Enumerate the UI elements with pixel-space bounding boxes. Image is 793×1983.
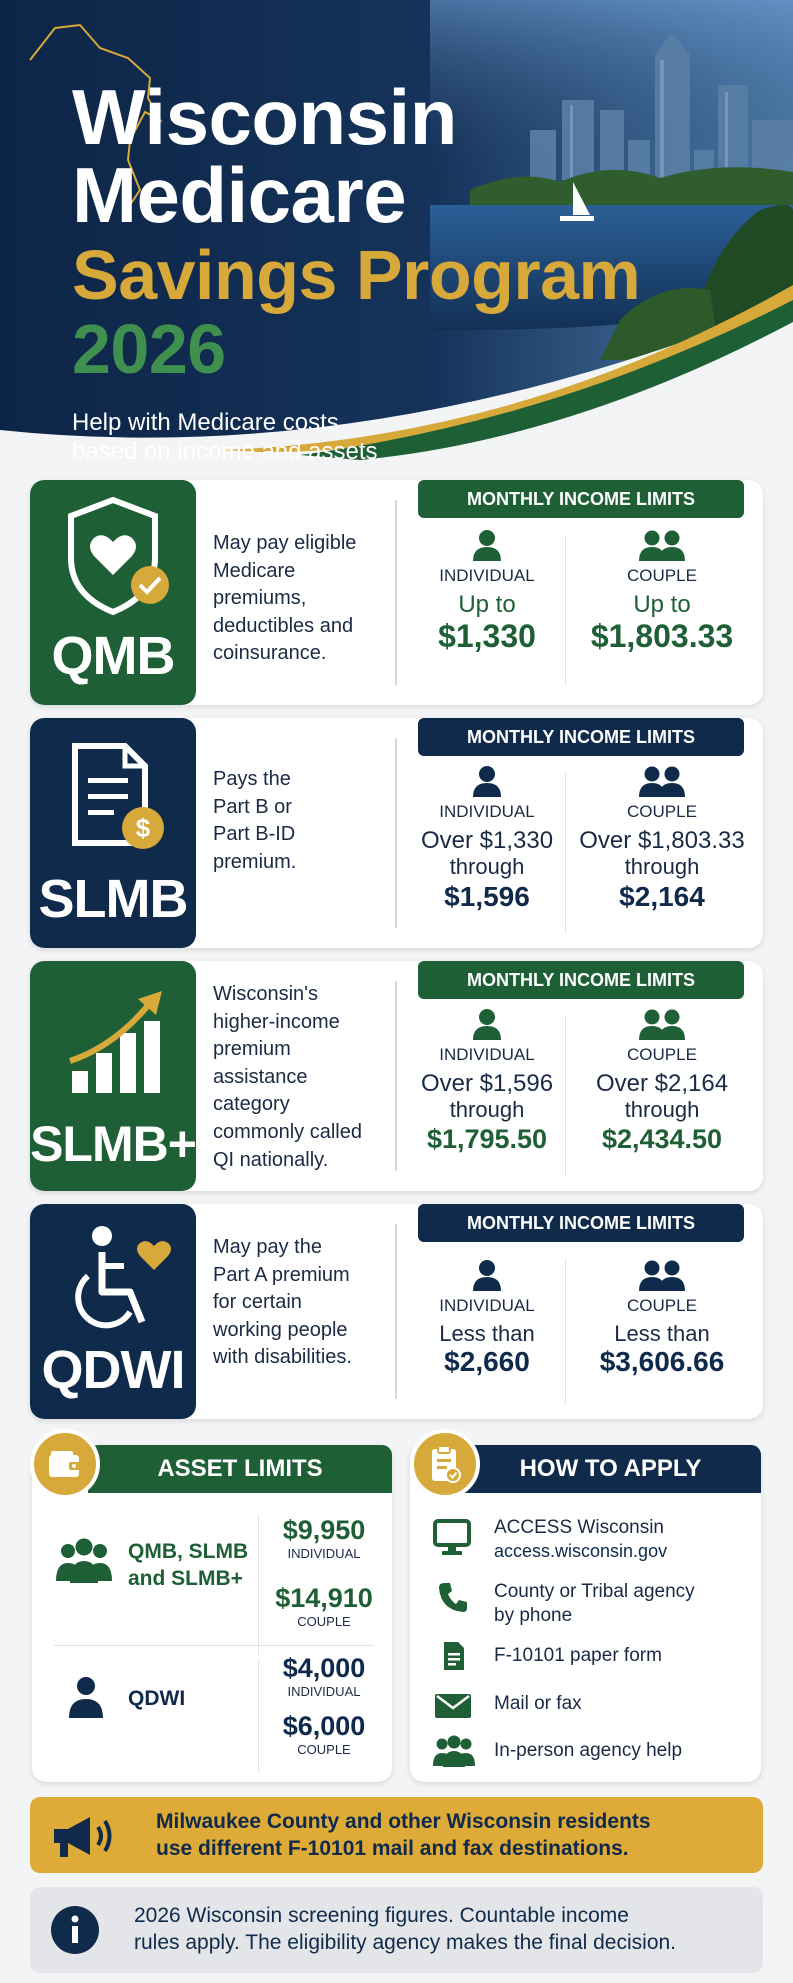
asset-amount: $14,910 — [275, 1583, 373, 1613]
limits-header: MONTHLY INCOME LIMITS — [418, 480, 744, 518]
asset-limits-header: ASSET LIMITS — [88, 1445, 392, 1493]
program-description — [213, 981, 393, 1174]
limit-value: $1,596 — [444, 880, 530, 912]
description-line: deductibles and — [213, 614, 354, 637]
couple-label: COUPLE — [627, 566, 697, 585]
limit-value: $3,606.66 — [599, 1346, 725, 1378]
divider — [395, 1224, 397, 1399]
limit-prefix: Over $1,330 — [420, 827, 554, 854]
asset-amount: $4,000 — [282, 1653, 366, 1683]
description-line: premium. — [213, 850, 297, 873]
couple-icon — [636, 764, 688, 798]
couple-icon — [636, 528, 688, 562]
limit-prefix: Over $1,803.33 — [579, 827, 745, 854]
divider — [395, 981, 397, 1171]
description-line: Part B-ID — [213, 823, 296, 846]
apply-option-in-person: In-person agency help — [494, 1740, 683, 1761]
program-name: SLMB+ — [30, 1116, 196, 1172]
program-card-qmb — [30, 480, 763, 705]
subtitle-line: Help with Medicare costs — [72, 409, 339, 436]
description-line: Part A premium — [213, 1263, 350, 1286]
limit-prefix: Up to — [458, 591, 516, 618]
limit-value: $2,660 — [444, 1346, 530, 1378]
hero-title-block — [72, 73, 641, 467]
asset-amount-label: INDIVIDUAL — [287, 1546, 361, 1561]
limit-through: through — [449, 854, 525, 880]
limits-header: MONTHLY INCOME LIMITS — [418, 961, 744, 999]
disclaimer-banner — [30, 1887, 763, 1973]
description-line: Medicare premiums, — [213, 559, 307, 610]
title-year: 2026 — [72, 310, 226, 388]
paper-form-icon — [442, 1640, 466, 1672]
apply-option-link[interactable]: access.wisconsin.gov — [494, 1541, 668, 1562]
hero-subtitle — [72, 408, 640, 467]
megaphone-icon — [48, 1811, 124, 1861]
info-icon — [50, 1905, 100, 1955]
title-line-gold: Savings Program — [72, 236, 641, 314]
apply-option-phone — [494, 1580, 695, 1629]
asset-group-label: QDWI — [128, 1687, 186, 1710]
program-card-slmb — [30, 718, 763, 948]
how-to-apply-header: HOW TO APPLY — [460, 1445, 761, 1493]
disclaimer-line: rules apply. The eligibility agency makes the final decision. — [134, 1931, 677, 1955]
asset-amount-label: INDIVIDUAL — [287, 1684, 361, 1699]
disclaimer-line: 2026 Wisconsin screening figures. Countable income — [134, 1904, 629, 1927]
notice-line: use different F-10101 mail and fax destinations. — [156, 1837, 629, 1861]
hero-banner — [0, 0, 793, 470]
asset-group-label — [128, 1538, 248, 1593]
limit-value: $2,164 — [619, 880, 705, 912]
group-icon — [54, 1537, 114, 1585]
limit-prefix: Over $2,164 — [595, 1070, 729, 1097]
program-name: QMB — [51, 626, 175, 686]
asset-group-line: QMB, SLMB — [128, 1540, 249, 1563]
apply-option-online — [494, 1516, 667, 1563]
svg-text:$: $ — [135, 813, 151, 843]
limit-value: $2,434.50 — [601, 1123, 723, 1154]
subtitle-line: based on income and assets — [72, 438, 378, 466]
individual-label: INDIVIDUAL — [439, 566, 535, 585]
limit-value: $1,330 — [438, 618, 536, 655]
disclaimer-text — [134, 1902, 676, 1957]
limit-value: $1,803.33 — [590, 618, 734, 655]
individual-limit — [402, 1007, 572, 1155]
couple-limit — [577, 1258, 747, 1378]
description-line: Pays the — [213, 768, 291, 790]
description-line: commonly called — [213, 1120, 362, 1143]
phone-icon — [436, 1580, 470, 1614]
program-card-slmb-plus — [30, 961, 763, 1191]
title-line: Medicare — [72, 151, 407, 239]
limit-prefix: Less than — [614, 1321, 710, 1346]
shield-heart-check-icon — [30, 480, 196, 630]
program-badge — [30, 718, 196, 948]
program-name: SLMB — [38, 869, 188, 929]
person-icon — [470, 1258, 504, 1292]
couple-icon — [636, 1258, 688, 1292]
divider — [258, 1660, 259, 1772]
program-badge — [30, 1204, 196, 1419]
couple-limit — [577, 528, 747, 655]
divider — [54, 1645, 374, 1646]
individual-limit — [402, 1258, 572, 1378]
apply-option-line: County or Tribal agency — [494, 1581, 695, 1602]
individual-label: INDIVIDUAL — [439, 1045, 535, 1064]
asset-value-individual — [272, 1653, 376, 1699]
description-line: coinsurance. — [213, 642, 327, 665]
wallet-icon — [30, 1429, 100, 1499]
divider — [395, 500, 397, 685]
apply-option-mail: Mail or fax — [494, 1693, 582, 1714]
individual-limit — [402, 764, 572, 913]
description-line: May pay eligible — [213, 532, 357, 554]
description-line: QI nationally. — [213, 1148, 329, 1171]
program-badge — [30, 480, 196, 705]
rising-bars-icon — [30, 961, 196, 1111]
limit-prefix: Less than — [439, 1321, 535, 1346]
description-line: higher-income — [213, 1010, 340, 1033]
limit-through: through — [624, 854, 700, 880]
person-icon — [470, 528, 504, 562]
program-description — [213, 530, 393, 668]
description-line: premium — [213, 1038, 291, 1061]
person-icon — [470, 1007, 504, 1041]
individual-label: INDIVIDUAL — [439, 802, 535, 821]
notice-line: Milwaukee County and other Wisconsin residents — [156, 1810, 651, 1833]
limit-through: through — [449, 1097, 525, 1123]
computer-monitor-icon — [432, 1517, 472, 1557]
limit-prefix: Over $1,596 — [420, 1070, 554, 1097]
title-line: Wisconsin — [72, 73, 457, 161]
couple-label: COUPLE — [627, 802, 697, 821]
individual-limit — [402, 528, 572, 655]
notice-banner — [30, 1797, 763, 1873]
group-icon — [432, 1734, 476, 1768]
couple-label: COUPLE — [627, 1296, 697, 1315]
limit-through: through — [624, 1097, 700, 1123]
apply-option-line: by phone — [494, 1605, 573, 1627]
limits-header: MONTHLY INCOME LIMITS — [418, 718, 744, 756]
description-line: category — [213, 1093, 290, 1116]
couple-label: COUPLE — [627, 1045, 697, 1064]
person-icon — [64, 1675, 108, 1719]
couple-limit — [577, 1007, 747, 1155]
asset-value-couple — [272, 1711, 376, 1757]
description-line: with disabilities. — [213, 1346, 352, 1369]
asset-group-line: and SLMB+ — [128, 1567, 243, 1591]
asset-amount: $6,000 — [282, 1711, 366, 1741]
description-line: for certain — [213, 1291, 302, 1314]
apply-option-title: ACCESS Wisconsin — [494, 1517, 664, 1538]
limit-prefix: Up to — [633, 591, 691, 618]
description-line: working people — [213, 1318, 348, 1341]
program-description — [213, 766, 393, 876]
notice-text — [156, 1808, 651, 1863]
description-line: May pay the — [213, 1236, 322, 1258]
envelope-icon — [434, 1693, 472, 1719]
asset-amount-label: COUPLE — [297, 1614, 351, 1629]
program-card-qdwi — [30, 1204, 763, 1419]
apply-option-form: F-10101 paper form — [494, 1645, 662, 1666]
asset-value-couple — [272, 1583, 376, 1629]
description-line: Part B or — [213, 795, 292, 818]
individual-label: INDIVIDUAL — [439, 1296, 535, 1315]
couple-icon — [636, 1007, 688, 1041]
program-badge — [30, 961, 196, 1191]
asset-amount-label: COUPLE — [297, 1742, 351, 1757]
asset-amount: $9,950 — [282, 1515, 366, 1545]
divider — [395, 738, 397, 928]
clipboard-check-icon — [410, 1429, 480, 1499]
description-line: assistance — [213, 1065, 308, 1088]
asset-value-individual — [272, 1515, 376, 1561]
asset-limits-panel — [32, 1445, 392, 1782]
limit-value: $1,795.50 — [426, 1123, 548, 1154]
couple-limit — [577, 764, 747, 913]
program-description — [213, 1234, 393, 1372]
program-name: QDWI — [41, 1340, 185, 1400]
wheelchair-heart-icon — [30, 1204, 196, 1354]
person-icon — [470, 764, 504, 798]
divider — [258, 1515, 259, 1655]
description-line: Wisconsin's — [213, 983, 318, 1005]
document-dollar-icon — [30, 718, 196, 868]
limits-header: MONTHLY INCOME LIMITS — [418, 1204, 744, 1242]
